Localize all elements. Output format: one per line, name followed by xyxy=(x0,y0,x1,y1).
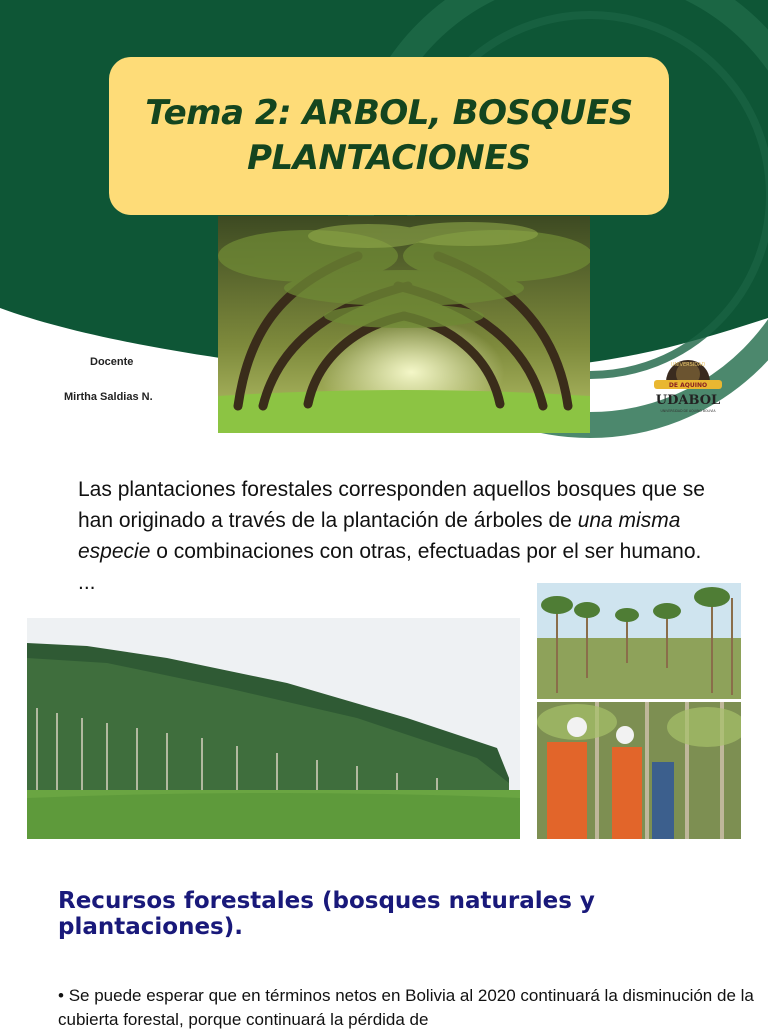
recursos-bullet xyxy=(58,984,758,1032)
para-text-1: Las plantaciones forestales corresponden aquellos bosques que se han originado a través de la plantación de árboles de xyxy=(78,478,705,532)
recursos-slide xyxy=(0,860,768,1029)
plantaciones-paragraph xyxy=(78,474,718,598)
young-plantation-photo xyxy=(537,583,741,699)
title-line-1: Tema 2: ARBOL, BOSQUES xyxy=(145,93,633,133)
udabol-crest-icon xyxy=(644,352,732,416)
docente-label: Docente xyxy=(90,356,134,368)
logo-small-text: UNIVERSIDAD DE AQUINO BOLIVIA xyxy=(660,409,716,413)
logo-main-text: UDABOL xyxy=(655,393,721,408)
docente-name: Mirtha Saldias N. xyxy=(64,391,153,403)
plantaciones-slide xyxy=(0,446,768,846)
forest-workers-photo xyxy=(537,702,741,839)
recursos-heading: Recursos forestales (bosques naturales y plantaciones). xyxy=(58,888,595,940)
title-box xyxy=(109,57,669,215)
eucalyptus-plantation-photo xyxy=(27,618,520,839)
oak-avenue-photo xyxy=(218,216,590,433)
title-slide xyxy=(0,0,768,440)
para-text-2: o combinaciones con otras, efectuadas por el ser humano. ... xyxy=(78,540,702,594)
para-italic: una misma especie xyxy=(78,509,681,563)
bullet-dot: • xyxy=(58,986,64,1005)
title-line-2: PLANTACIONES xyxy=(247,138,531,178)
logo-top-text: UNIVERSIDAD xyxy=(670,362,706,368)
logo-band-text: DE AQUINO xyxy=(668,382,708,389)
bullet-text: Se puede esperar que en términos netos en Bolivia al 2020 continuará la disminución de la cubierta forestal, porque continuará la pérdida de xyxy=(58,986,754,1029)
